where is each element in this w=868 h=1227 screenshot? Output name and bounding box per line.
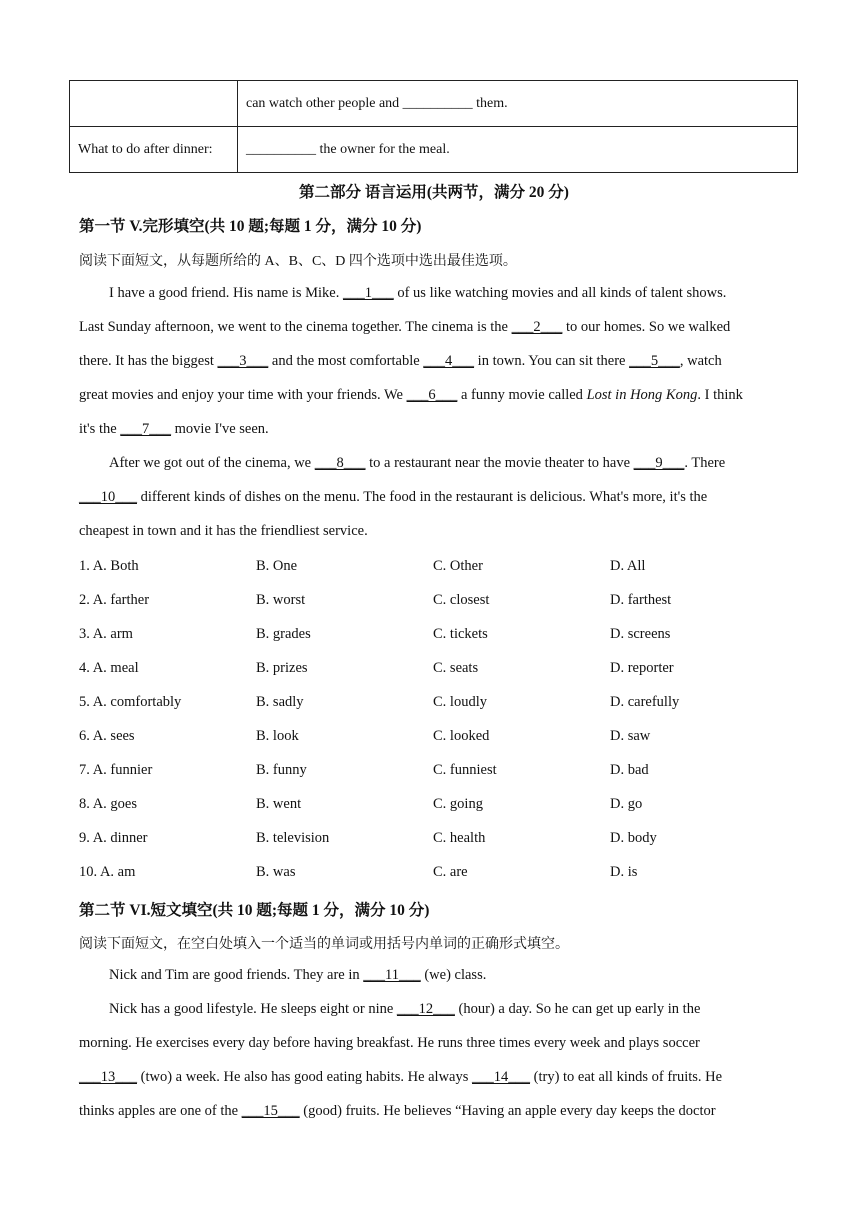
table-cell-text: can watch other people and __________ them.	[238, 81, 798, 127]
option-row	[79, 864, 799, 884]
table-cell-label	[70, 81, 238, 127]
table-cell-text: __________ the owner for the meal.	[238, 127, 798, 173]
option-b: B. was	[256, 864, 296, 880]
option-b: B. sadly	[256, 694, 304, 710]
section2-heading: 第二节 VI.短文填空(共 10 题;每题 1 分，满分 10 分)	[79, 902, 430, 919]
part-title: 第二部分 语言运用(共两节，满分 20 分)	[299, 184, 569, 201]
option-a: 10. A. am	[79, 864, 136, 880]
option-c: C. loudly	[433, 694, 487, 710]
passage-line: Last Sunday afternoon, we went to the cinema together. The cinema is the ___2___ to our homes. So we walked	[79, 319, 731, 335]
option-row	[79, 558, 799, 578]
option-c: C. are	[433, 864, 468, 880]
option-row	[79, 830, 799, 850]
blank: ___4___	[423, 353, 475, 369]
section2-instruction: 阅读下面短文，在空白处填入一个适当的单词或用括号内单词的正确形式填空。	[79, 937, 569, 952]
option-d: D. is	[610, 864, 638, 880]
table-cell-label: What to do after dinner:	[70, 127, 238, 173]
passage-line: it's the ___7___ movie I've seen.	[79, 421, 269, 437]
option-d: D. saw	[610, 728, 651, 744]
option-c: C. funniest	[433, 762, 497, 778]
option-b: B. television	[256, 830, 330, 846]
section1-heading: 第一节 V.完形填空(共 10 题;每题 1 分，满分 10 分)	[79, 218, 422, 235]
blank: ___10___	[79, 489, 137, 505]
option-d: D. screens	[610, 626, 671, 642]
section1-instruction: 阅读下面短文，从每题所给的 A、B、C、D 四个选项中选出最佳选项。	[79, 254, 517, 269]
blank: ___6___	[406, 387, 458, 403]
option-row	[79, 728, 799, 748]
blank: ___7___	[120, 421, 172, 437]
option-row	[79, 660, 799, 680]
option-b: B. prizes	[256, 660, 308, 676]
passage-line: I have a good friend. His name is Mike. ___1___ of us like watching movies and all kinds of talent shows.	[109, 285, 727, 301]
option-d: D. go	[610, 796, 643, 812]
passage-line: cheapest in town and it has the friendliest service.	[79, 523, 368, 539]
option-a: 9. A. dinner	[79, 830, 148, 846]
option-c: C. looked	[433, 728, 490, 744]
option-b: B. worst	[256, 592, 306, 608]
option-a: 5. A. comfortably	[79, 694, 182, 710]
option-row	[79, 762, 799, 782]
option-row	[79, 796, 799, 816]
blank: ___15___	[241, 1103, 300, 1119]
table-row	[70, 127, 798, 173]
option-a: 2. A. farther	[79, 592, 150, 608]
option-d: D. farthest	[610, 592, 672, 608]
option-d: D. reporter	[610, 660, 674, 676]
info-table	[69, 80, 798, 173]
option-b: B. look	[256, 728, 299, 744]
passage-line: Nick and Tim are good friends. They are in ___11___ (we) class.	[109, 967, 487, 983]
blank: ___11___	[363, 967, 421, 983]
passage-line: Nick has a good lifestyle. He sleeps eight or nine ___12___ (hour) a day. So he can get up early in the	[109, 1001, 701, 1017]
option-c: C. closest	[433, 592, 490, 608]
blank: ___8___	[314, 455, 366, 471]
passage-line: great movies and enjoy your time with your friends. We ___6___ a funny movie called Lost in Hong Kong. I think	[79, 387, 743, 403]
option-a: 4. A. meal	[79, 660, 139, 676]
passage-line: After we got out of the cinema, we ___8___ to a restaurant near the movie theater to have ___9___. There	[109, 455, 726, 471]
option-a: 6. A. sees	[79, 728, 135, 744]
table-row	[70, 81, 798, 127]
option-d: D. body	[610, 830, 657, 846]
option-a: 8. A. goes	[79, 796, 137, 812]
option-b: B. went	[256, 796, 302, 812]
blank: ___1___	[342, 285, 394, 301]
option-c: C. going	[433, 796, 483, 812]
option-d: D. carefully	[610, 694, 680, 710]
blank: ___9___	[633, 455, 685, 471]
option-a: 1. A. Both	[79, 558, 139, 574]
blank: ___12___	[396, 1001, 455, 1017]
passage-line: there. It has the biggest ___3___ and the most comfortable ___4___ in town. You can sit there ___5___, watch	[79, 353, 722, 369]
blank: ___5___	[629, 353, 680, 369]
option-b: B. grades	[256, 626, 311, 642]
option-b: B. One	[256, 558, 298, 574]
option-c: C. tickets	[433, 626, 488, 642]
option-c: C. seats	[433, 660, 479, 676]
passage-line: thinks apples are one of the ___15___ (good) fruits. He believes “Having an apple every day keeps the doctor	[79, 1103, 716, 1119]
option-row	[79, 626, 799, 646]
option-row	[79, 592, 799, 612]
passage-line: morning. He exercises every day before having breakfast. He runs three times every week and plays soccer	[79, 1035, 700, 1051]
movie-title: Lost in Hong Kong	[586, 387, 698, 403]
option-b: B. funny	[256, 762, 307, 778]
option-row	[79, 694, 799, 714]
blank: ___3___	[217, 353, 269, 369]
blank: ___14___	[472, 1069, 531, 1085]
blank: ___13___	[79, 1069, 137, 1085]
option-a: 3. A. arm	[79, 626, 133, 642]
passage-line: ___13___ (two) a week. He also has good eating habits. He always ___14___ (try) to eat all kinds of fruits. He	[79, 1069, 723, 1085]
option-a: 7. A. funnier	[79, 762, 153, 778]
option-d: D. bad	[610, 762, 649, 778]
option-d: D. All	[610, 558, 646, 574]
option-c: C. health	[433, 830, 486, 846]
passage-line: ___10___ different kinds of dishes on the menu. The food in the restaurant is delicious. What's more, it's the	[79, 489, 708, 505]
blank: ___2___	[511, 319, 563, 335]
option-c: C. Other	[433, 558, 483, 574]
